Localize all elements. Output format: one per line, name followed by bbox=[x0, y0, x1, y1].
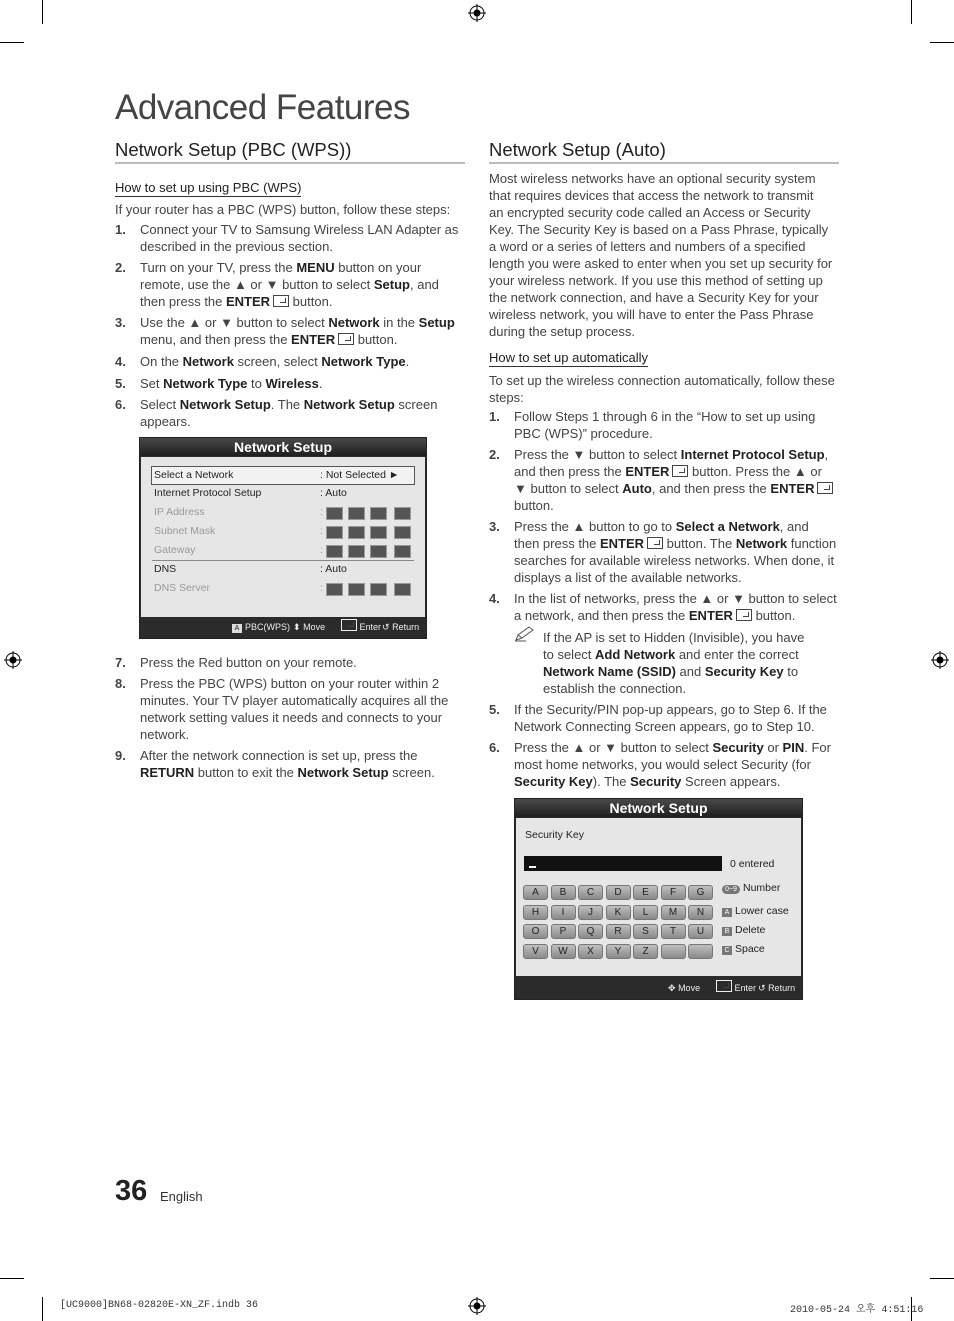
page-title: Advanced Features bbox=[115, 88, 411, 127]
screen-title: Network Setup bbox=[515, 799, 802, 817]
text-cursor bbox=[529, 866, 536, 868]
step-number: 1. bbox=[115, 222, 126, 237]
ip-field bbox=[394, 526, 411, 539]
step-number: 4. bbox=[489, 591, 500, 606]
legend-item bbox=[722, 943, 765, 955]
key-w[interactable]: W bbox=[551, 944, 576, 959]
step-number: 5. bbox=[115, 376, 126, 391]
ip-field bbox=[326, 507, 343, 520]
key-l[interactable]: L bbox=[633, 905, 658, 920]
step-text: Press the ▼ button to select Internet Protocol Setup, and then press the ENTER button. Press the ▲ or ▼ button to select Auto, and then press the ENTER button. bbox=[514, 446, 849, 514]
enter-hint: Enter bbox=[338, 617, 381, 638]
ip-field bbox=[326, 583, 343, 596]
key-m[interactable]: M bbox=[661, 905, 686, 920]
step-text: Select Network Setup. The Network Setup screen appears. bbox=[140, 397, 438, 429]
registration-mark-icon bbox=[468, 1297, 486, 1315]
row-internet-protocol-setup[interactable]: Internet Protocol Setup : Auto bbox=[154, 487, 347, 499]
screen-body bbox=[141, 457, 425, 617]
enter-hint: Enter bbox=[713, 978, 756, 999]
move-arrows-icon: ✥ bbox=[668, 983, 676, 993]
screen-title: Network Setup bbox=[140, 438, 426, 456]
row-dns-server: DNS Server : bbox=[152, 580, 414, 597]
step-text: Use the ▲ or ▼ button to select Network in the Setup menu, and then press the ENTER button. bbox=[140, 315, 455, 347]
legend-item bbox=[722, 924, 765, 936]
subheading-auto: How to set up automatically bbox=[489, 350, 648, 365]
registration-mark-icon bbox=[931, 651, 949, 669]
ip-field bbox=[370, 507, 387, 520]
return-icon: ↺ bbox=[758, 983, 766, 993]
key-s[interactable]: S bbox=[633, 924, 658, 939]
ip-field bbox=[394, 507, 411, 520]
step-number: 1. bbox=[489, 409, 500, 424]
key-h[interactable]: H bbox=[523, 905, 548, 920]
legend-item bbox=[722, 882, 780, 894]
print-footer-right: 2010-05-24 오후 4:51:16 bbox=[790, 1305, 924, 1316]
step-text: In the list of networks, press the ▲ or ▼ button to select a network, and then press the ENTER button. bbox=[514, 591, 837, 623]
registration-mark-icon bbox=[4, 651, 22, 669]
ip-field bbox=[348, 507, 365, 520]
note-pencil-icon bbox=[514, 626, 536, 642]
legend-label: Delete bbox=[735, 924, 766, 936]
crop-mark bbox=[930, 42, 954, 43]
ip-field bbox=[348, 526, 365, 539]
key-v[interactable]: V bbox=[523, 944, 548, 959]
row-gateway: Gateway : bbox=[152, 542, 414, 559]
key-p[interactable]: P bbox=[551, 924, 576, 939]
step-text: After the network connection is set up, press the RETURN button to exit the Network Setup screen. bbox=[140, 748, 435, 780]
security-key-input[interactable] bbox=[524, 856, 722, 871]
key-blank[interactable] bbox=[688, 944, 713, 959]
security-key-screen bbox=[514, 798, 803, 1000]
key-n[interactable]: N bbox=[688, 905, 713, 920]
section-rule bbox=[115, 162, 465, 164]
key-i[interactable]: I bbox=[551, 905, 576, 920]
legend-key-icon: B bbox=[722, 927, 732, 936]
step-number: 3. bbox=[115, 315, 126, 330]
step-text: Press the ▲ button to go to Select a Network, and then press the ENTER button. The Network function searches for available wireless networks. When done, it displays a list of the available networks. bbox=[514, 519, 837, 585]
screen-footer bbox=[140, 617, 426, 638]
ip-field bbox=[370, 526, 387, 539]
row-ip-address: IP Address : bbox=[152, 504, 414, 521]
subheading-pbc: How to set up using PBC (WPS) bbox=[115, 180, 302, 195]
key-b[interactable]: B bbox=[551, 885, 576, 900]
crop-mark bbox=[42, 0, 43, 24]
ip-field bbox=[348, 583, 365, 596]
key-t[interactable]: T bbox=[661, 924, 686, 939]
step-number: 6. bbox=[115, 397, 126, 412]
row-subnet-mask: Subnet Mask : bbox=[152, 523, 414, 540]
note-hidden-ap: If the AP is set to Hidden (Invisible), you have to select Add Network and enter the correct Network Name (SSID) and Security Key to establish the connection. bbox=[543, 630, 805, 696]
key-c[interactable]: C bbox=[578, 885, 603, 900]
step-text: Set Network Type to Wireless. bbox=[140, 376, 323, 391]
key-e[interactable]: E bbox=[633, 885, 658, 900]
step-text: Follow Steps 1 through 6 in the “How to set up using PBC (WPS)” procedure. bbox=[514, 409, 816, 441]
key-u[interactable]: U bbox=[688, 924, 713, 939]
key-f[interactable]: F bbox=[661, 885, 686, 900]
step-text: Press the PBC (WPS) button on your router within 2 minutes. Your TV player automatically acquires all the network setting values it needs and connects to your network. bbox=[140, 676, 449, 742]
key-d[interactable]: D bbox=[606, 885, 631, 900]
sub-intro-auto: To set up the wireless connection automatically, follow these steps: bbox=[489, 373, 835, 405]
step-text: Turn on your TV, press the MENU button on your remote, use the ▲ or ▼ button to select Setup, and then press the ENTER button. bbox=[140, 260, 439, 309]
legend-key-icon: A bbox=[722, 908, 732, 917]
legend-label: Number bbox=[743, 882, 781, 894]
key-o[interactable]: O bbox=[523, 924, 548, 939]
ip-field bbox=[394, 545, 411, 558]
step-text: Press the ▲ or ▼ button to select Security or PIN. For most home networks, you would select Security (for Security Key). The Security Screen appears. bbox=[514, 740, 831, 789]
move-arrows-icon: ⬍ bbox=[293, 622, 301, 632]
key-y[interactable]: Y bbox=[606, 944, 631, 959]
screen-body bbox=[516, 818, 801, 976]
security-key-label: Security Key bbox=[525, 829, 584, 841]
step-text: On the Network screen, select Network Type. bbox=[140, 354, 410, 369]
move-hint: ⬍ Move bbox=[293, 622, 326, 632]
legend-label: Lower case bbox=[735, 905, 789, 917]
step-text: If the Security/PIN pop-up appears, go to Step 6. If the Network Connecting Screen appears, go to Step 10. bbox=[514, 702, 827, 734]
key-a[interactable]: A bbox=[523, 885, 548, 900]
section-heading-pbc: Network Setup (PBC (WPS)) bbox=[115, 139, 352, 160]
move-hint: ✥ Move bbox=[668, 983, 701, 993]
screen-footer bbox=[515, 978, 802, 999]
row-dns[interactable]: DNS : Auto bbox=[154, 563, 347, 575]
ip-field bbox=[326, 526, 343, 539]
key-k[interactable]: K bbox=[606, 905, 631, 920]
legend-key-icon: C bbox=[722, 946, 732, 955]
ip-field bbox=[394, 583, 411, 596]
key-g[interactable]: G bbox=[688, 885, 713, 900]
step-number: 2. bbox=[489, 447, 500, 462]
step-number: 9. bbox=[115, 748, 126, 763]
step-text: Connect your TV to Samsung Wireless LAN Adapter as described in the previous section. bbox=[140, 222, 459, 254]
legend-item bbox=[722, 905, 789, 917]
intro-pbc: If your router has a PBC (WPS) button, follow these steps: bbox=[115, 202, 451, 217]
step-number: 7. bbox=[115, 655, 126, 670]
enter-icon bbox=[341, 619, 357, 631]
ip-field bbox=[370, 583, 387, 596]
section-rule bbox=[489, 162, 839, 164]
section-heading-auto: Network Setup (Auto) bbox=[489, 139, 666, 160]
language-label: English bbox=[160, 1189, 203, 1204]
network-setup-screen bbox=[139, 437, 427, 639]
key-r[interactable]: R bbox=[606, 924, 631, 939]
key-j[interactable]: J bbox=[578, 905, 603, 920]
ip-field bbox=[370, 545, 387, 558]
ip-field bbox=[326, 545, 343, 558]
step-number: 5. bbox=[489, 702, 500, 717]
key-q[interactable]: Q bbox=[578, 924, 603, 939]
key-z[interactable]: Z bbox=[633, 944, 658, 959]
enter-icon bbox=[716, 980, 732, 992]
crop-mark bbox=[0, 42, 24, 43]
key-x[interactable]: X bbox=[578, 944, 603, 959]
legend-label: Space bbox=[735, 943, 765, 955]
step-number: 8. bbox=[115, 676, 126, 691]
return-hint: ↺ Return bbox=[758, 983, 796, 993]
crop-mark bbox=[911, 0, 912, 24]
crop-mark bbox=[42, 1297, 43, 1321]
step-number: 4. bbox=[115, 354, 126, 369]
return-hint: ↺ Return bbox=[382, 622, 420, 632]
step-number: 2. bbox=[115, 260, 126, 275]
entered-count: 0 entered bbox=[730, 858, 775, 870]
intro-auto: Most wireless networks have an optional security system that requires devices that access the network to transmit an encrypted security code called an Access or Security Key. The Security Key is based on a Pass Phrase, typically a word or a series of letters and numbers of a specified length you were asked to enter when you set up security for your wireless network. If you use this method of setting up the network connection, and have a Security Key for your wireless network, you will have to enter the Pass Phrase during the setup process. bbox=[489, 171, 833, 339]
step-number: 3. bbox=[489, 519, 500, 534]
key-blank[interactable] bbox=[661, 944, 686, 959]
step-text: Press the Red button on your remote. bbox=[140, 655, 357, 670]
legend-key-icon: 0~9 bbox=[722, 885, 740, 894]
print-footer-left: [UC9000]BN68-02820E-XN_ZF.indb 36 bbox=[60, 1300, 259, 1311]
crop-mark bbox=[930, 1278, 954, 1279]
step-number: 6. bbox=[489, 740, 500, 755]
ip-field bbox=[348, 545, 365, 558]
pbc-hint: A PBC(WPS) bbox=[232, 617, 290, 638]
return-icon: ↺ bbox=[382, 622, 390, 632]
crop-mark bbox=[0, 1278, 24, 1279]
row-select-network[interactable]: Select a Network : Not Selected ► bbox=[151, 466, 415, 485]
page-number: 36 bbox=[115, 1175, 148, 1207]
registration-mark-icon bbox=[468, 4, 486, 22]
